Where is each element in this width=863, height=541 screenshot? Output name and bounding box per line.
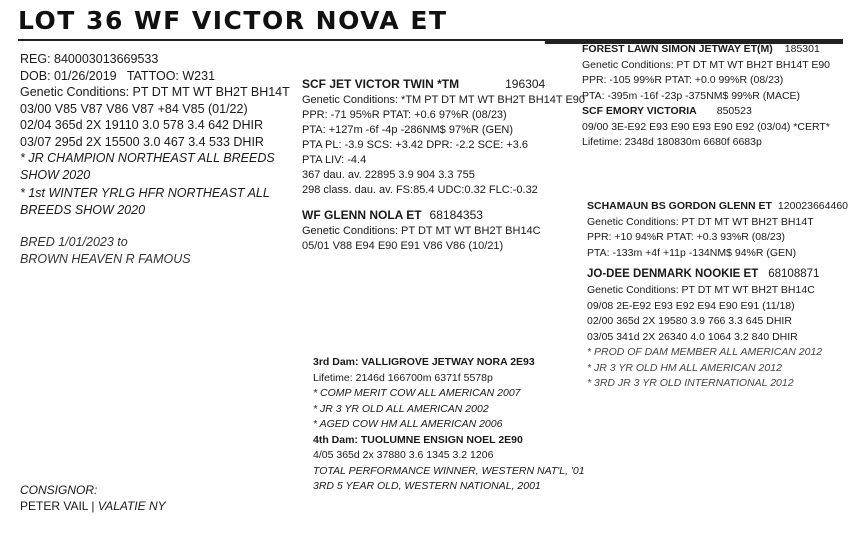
consignor-label: CONSIGNOR: [20,483,98,497]
dob: DOB: 01/26/2019 [20,68,117,83]
dob-line [20,68,292,85]
sire-detail: PPR: -71 95%R PTAT: +0.6 97%R (08/23) [302,109,507,121]
sire-number: 196304 [505,77,546,91]
genetic-conditions: Genetic Conditions: PT DT MT WT BH2T BH14T [20,85,290,99]
consignor-separator: | [91,499,95,513]
dam-sire-block [587,199,848,261]
sire-name: SCF JET VICTOR TWIN *TM [302,77,460,91]
sire-sire-header [582,42,830,58]
third-dam-label: 3rd Dam: VALLIGROVE JETWAY NORA 2E93 [313,356,535,368]
dam-block [302,207,541,254]
sire-sire-detail: Genetic Conditions: PT DT MT WT BH2T BH14T E90 [582,58,831,71]
dam-sire-detail: Genetic Conditions: PT DT MT WT BH2T BH14T [587,215,814,228]
sire-detail: Genetic Conditions: *TM PT DT MT WT BH2T BH14T E90 [302,94,586,106]
sire-dam-detail: 09/00 3E-E92 E93 E90 E93 E90 E92 (03/04) *CERT* [582,120,830,133]
sire-sire-detail: PTA: -395m -16f -23p -375NM$ 99%R (MACE) [582,89,801,102]
dam-sire-name: SCHAMAUN BS GORDON GLENN ET [587,200,772,212]
third-dam-honor: * JR 3 YR OLD ALL AMERICAN 2002 [313,402,489,415]
dam-sire-detail: PTA: -133m +4f +11p -134NM$ 94%R (GEN) [587,246,797,259]
dam-dam-block [587,266,822,392]
sire-dam-number: 850523 [716,105,752,117]
sire-sire-block [582,42,830,151]
third-dam-lifetime: Lifetime: 2146d 166700m 6371f 5578p [313,371,493,384]
sire-detail: 367 dau. av. 22895 3.9 904 3.3 755 [302,169,475,181]
classification: 03/00 V85 V87 V86 V87 +84 V85 (01/22) [20,101,248,116]
dam-name: WF GLENN NOLA ET [302,208,422,222]
sire-block [302,76,585,198]
production-record: 03/07 295d 2X 15500 3.0 467 3.4 533 DHIR [20,134,264,149]
dam-dam-name: JO-DEE DENMARK NOOKIE ET [587,268,759,280]
consignor-block [20,482,166,514]
bred-block [20,234,191,267]
sire-sire-name: FOREST LAWN SIMON JETWAY ET(M) [582,43,773,55]
dam-dam-detail: 03/05 341d 2X 26340 4.0 1064 3.2 840 DHIR [587,330,798,343]
dam-dam-honor: * JR 3 YR OLD HM ALL AMERICAN 2012 [587,361,782,374]
dam-dam-detail: 09/08 2E-E92 E93 E92 E94 E90 E91 (11/18) [587,299,795,312]
sire-dam-name: SCF EMORY VICTORIA [582,105,697,117]
sire-sire-number: 185301 [784,43,820,55]
dam-dam-honor: * 3RD JR 3 YR OLD INTERNATIONAL 2012 [587,377,794,389]
lot-title: LOT 36 WF VICTOR NOVA ET [18,6,448,35]
sire-detail: PTA PL: -3.9 SCS: +3.42 DPR: -2.2 SCE: +3.6 [302,139,529,151]
dam-number: 68184353 [429,208,483,222]
third-dam-honor: * COMP MERIT COW ALL AMERICAN 2007 [313,387,521,399]
third-dam-honor: * AGED COW HM ALL AMERICAN 2006 [313,418,503,430]
sire-detail: 298 class. dau. av. FS:85.4 UDC:0.32 FLC:-0.32 [302,184,538,196]
dam-sire-number: 120023664460 [777,200,848,212]
production-record: 02/04 365d 2X 19110 3.0 578 3.4 642 DHIR [20,118,264,132]
consignor-name: PETER VAIL [20,499,89,513]
dam-detail: Genetic Conditions: PT DT MT WT BH2T BH14C [302,225,541,237]
sire-detail: PTA: +127m -6f -4p -286NM$ 97%R (GEN) [302,124,514,136]
consignor-location: VALATIE NY [97,499,166,513]
dam-dam-detail: Genetic Conditions: PT DT MT WT BH2T BH14C [587,284,815,296]
bred-date: BRED 1/01/2023 to [20,235,128,249]
dam-dam-header [587,266,822,283]
honor: * JR CHAMPION NORTHEAST ALL BREEDS SHOW 2020 [20,151,275,182]
bred-to-sire: BROWN HEAVEN R FAMOUS [20,251,191,266]
dam-detail: 05/01 V88 E94 E90 E91 V86 V86 (10/21) [302,240,504,252]
fourth-dam-record: 4/05 365d 2x 37880 3.6 1345 3.2 1206 [313,449,494,461]
sire-dam-header [582,104,830,120]
fourth-dam-honor: 3RD 5 YEAR OLD, WESTERN NATIONAL, 2001 [313,480,541,492]
animal-block [20,51,292,218]
third-dam-block [313,355,585,495]
sire-dam-detail: Lifetime: 2348d 180830m 6680f 6683p [582,136,762,148]
consignor-line [20,498,166,514]
sire-sire-detail: PPR: -105 99%R PTAT: +0.0 99%R (08/23) [582,74,784,86]
tattoo: TATTOO: W231 [126,68,216,83]
dam-sire-header [587,199,848,215]
reg-number: REG: 840003013669533 [20,52,159,66]
sire-detail: PTA LIV: -4.4 [302,154,367,166]
dam-sire-detail: PPR: +10 94%R PTAT: +0.3 93%R (08/23) [587,231,786,243]
dam-dam-detail: 02/00 365d 2X 19580 3.9 766 3.3 645 DHIR [587,315,792,327]
dam-header [302,207,541,224]
dam-dam-number: 68108871 [768,268,820,280]
honor: * 1st WINTER YRLG HFR NORTHEAST ALL BREEDS SHOW 2020 [20,186,270,217]
fourth-dam-label: 4th Dam: TUOLUMNE ENSIGN NOEL 2E90 [313,433,523,446]
dam-dam-honor: * PROD OF DAM MEMBER ALL AMERICAN 2012 [587,346,823,358]
fourth-dam-honor: TOTAL PERFORMANCE WINNER, WESTERN NAT'L, '01 [313,464,585,477]
sire-header [302,76,585,93]
